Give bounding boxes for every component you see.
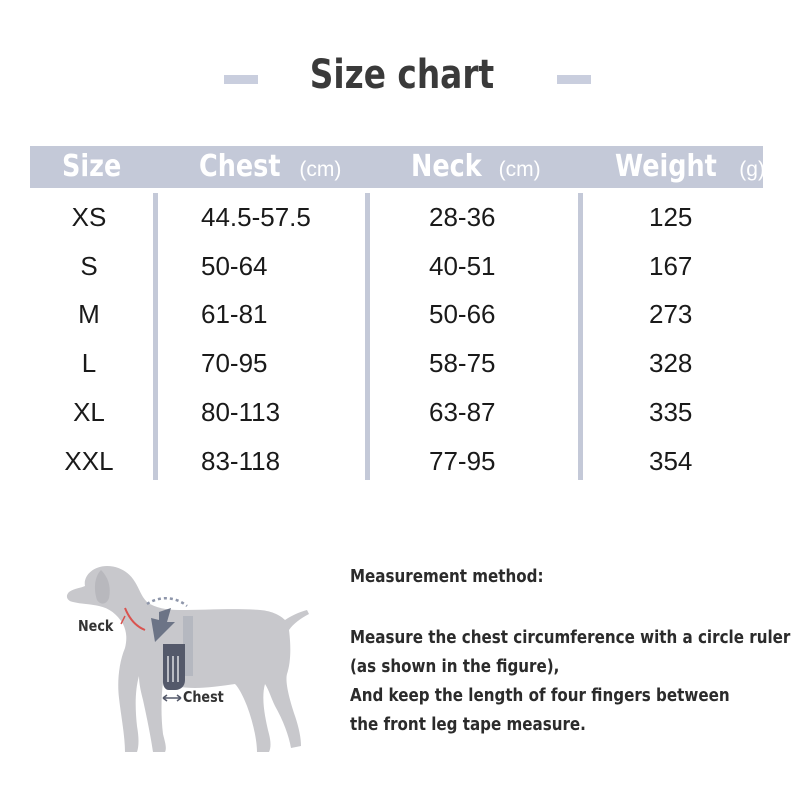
method-line: the front leg tape measure. bbox=[350, 714, 586, 735]
cell-size: M bbox=[78, 299, 100, 330]
cell-size: XL bbox=[73, 396, 105, 427]
header-chest-unit: (cm) bbox=[299, 158, 342, 181]
cell-chest: 83-118 bbox=[201, 445, 281, 476]
cell-neck: 63-87 bbox=[429, 396, 496, 427]
cell-weight: 354 bbox=[649, 445, 693, 476]
double-arrow-icon bbox=[163, 695, 181, 701]
table-row bbox=[0, 437, 800, 485]
cell-weight: 328 bbox=[649, 348, 693, 379]
cell-neck: 40-51 bbox=[429, 250, 496, 281]
cell-size: XS bbox=[71, 202, 107, 232]
table-row bbox=[0, 242, 800, 290]
header-weight: Weight (g) bbox=[615, 149, 765, 184]
method-heading: Measurement method: bbox=[350, 566, 544, 587]
header-weight-unit: (g) bbox=[739, 158, 765, 181]
cell-size: XXL bbox=[64, 445, 114, 476]
cell-chest: 61-81 bbox=[201, 299, 268, 330]
cell-neck: 50-66 bbox=[429, 299, 496, 330]
method-line: (as shown in the figure), bbox=[350, 656, 560, 677]
cell-weight: 335 bbox=[649, 396, 693, 427]
method-line: Measure the chest circumference with a circle ruler bbox=[350, 627, 791, 648]
table-row bbox=[0, 339, 800, 387]
table-row bbox=[0, 193, 800, 241]
cell-size: S bbox=[80, 250, 98, 281]
title-dash-right bbox=[557, 75, 591, 84]
neck-label: Neck bbox=[78, 617, 114, 635]
method-spacer bbox=[350, 591, 790, 623]
page-title: Size chart bbox=[309, 52, 495, 98]
cell-chest: 80-113 bbox=[201, 396, 281, 427]
cell-neck: 58-75 bbox=[429, 348, 496, 379]
cell-weight: 273 bbox=[649, 299, 693, 330]
cell-size: L bbox=[81, 348, 97, 379]
header-size: Size bbox=[62, 149, 122, 184]
measurement-method bbox=[350, 562, 790, 739]
chest-measure-arc bbox=[147, 598, 187, 606]
cell-chest: 50-64 bbox=[201, 250, 268, 281]
header-chest: Chest (cm) bbox=[199, 149, 342, 184]
method-line: And keep the length of four fingers between bbox=[350, 685, 730, 706]
table-row bbox=[0, 290, 800, 338]
header-neck: Neck (cm) bbox=[411, 149, 541, 184]
table-row bbox=[0, 388, 800, 436]
cell-weight: 125 bbox=[649, 202, 693, 232]
header-neck-unit: (cm) bbox=[498, 158, 541, 181]
hand-icon bbox=[163, 644, 185, 690]
cell-neck: 77-95 bbox=[429, 445, 496, 476]
cell-chest: 44.5-57.5 bbox=[201, 202, 311, 232]
chest-label: Chest bbox=[183, 688, 224, 706]
dog-measurement-figure bbox=[55, 558, 315, 758]
cell-neck: 28-36 bbox=[429, 202, 496, 232]
cell-chest: 70-95 bbox=[201, 348, 268, 379]
cell-weight: 167 bbox=[649, 250, 693, 281]
